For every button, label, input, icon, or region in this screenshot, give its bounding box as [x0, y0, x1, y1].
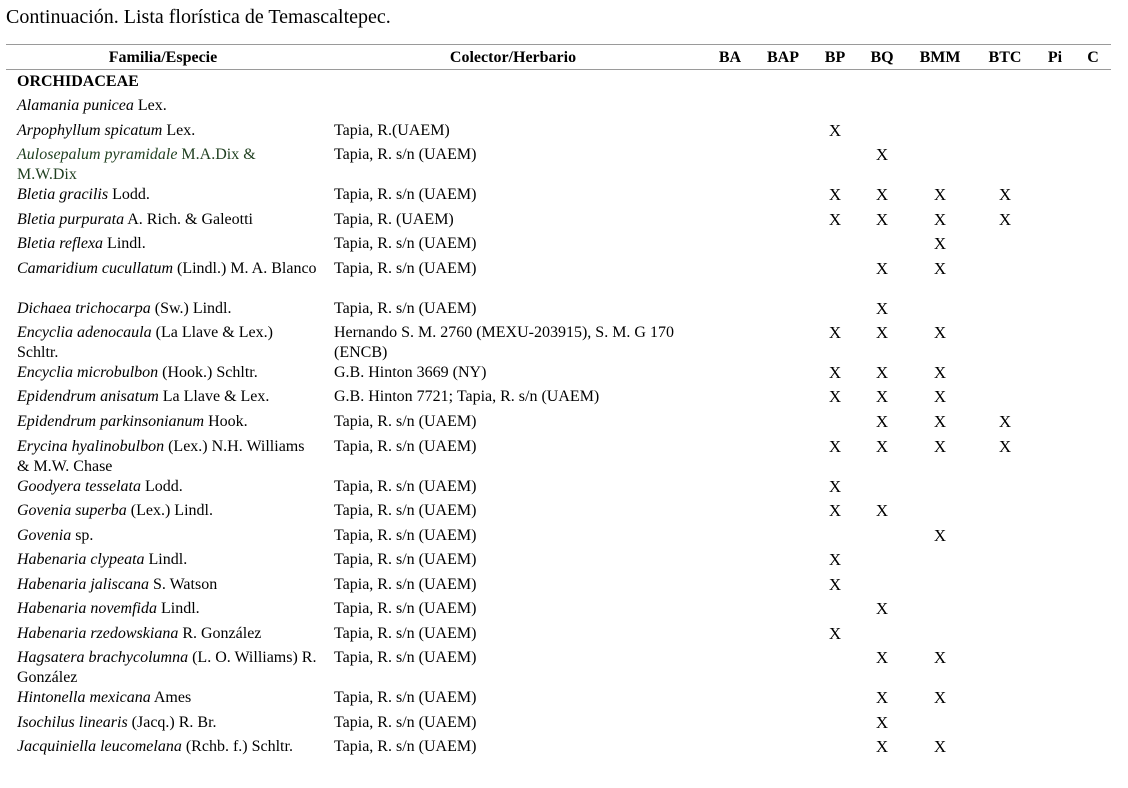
collector-cell: G.B. Hinton 7721; Tapia, R. s/n (UAEM) [334, 388, 600, 405]
species-cell [17, 145, 317, 185]
habitat-mark-bp: X [828, 210, 842, 229]
collector-cell: Hernando S. M. 2760 (MEXU-203915), S. M. G 170 (ENCB) [334, 324, 674, 361]
habitat-mark-bmm: X [933, 437, 947, 456]
species-name: Govenia [17, 527, 72, 544]
column-header-c: C [1087, 49, 1099, 66]
habitat-mark-bmm: X [933, 526, 947, 545]
column-header-bap: BAP [767, 49, 799, 66]
habitat-mark-btc: X [998, 210, 1012, 229]
habitat-mark-bq: X [875, 648, 889, 667]
habitat-mark-bp: X [828, 121, 842, 140]
habitat-mark-bmm: X [933, 737, 947, 756]
collector-cell: Tapia, R.(UAEM) [334, 122, 450, 139]
collector-cell: Tapia, R. s/n (UAEM) [334, 413, 477, 430]
species-author: Lex. [166, 122, 196, 139]
species-author: R. González [182, 625, 262, 642]
collector-cell: Tapia, R. s/n (UAEM) [334, 689, 477, 706]
column-header-species: Familia/Especie [108, 49, 218, 66]
habitat-mark-bq: X [875, 185, 889, 204]
species-name: Epidendrum parkinsonianum [17, 413, 205, 430]
habitat-mark-bq: X [875, 737, 889, 756]
habitat-mark-bq: X [875, 501, 889, 520]
habitat-mark-bq: X [875, 713, 889, 732]
species-name: Hintonella mexicana [17, 689, 151, 706]
species-cell [17, 96, 317, 116]
habitat-mark-bp: X [828, 501, 842, 520]
species-author: (Hook.) Schltr. [162, 364, 258, 381]
habitat-mark-bq: X [875, 145, 889, 164]
species-cell [17, 259, 317, 279]
habitat-mark-bq: X [875, 299, 889, 318]
species-cell [17, 599, 317, 619]
habitat-mark-bp: X [828, 437, 842, 456]
species-cell [17, 299, 317, 319]
species-name: Arpophyllum spicatum [17, 122, 163, 139]
habitat-mark-bp: X [828, 624, 842, 643]
species-cell [17, 210, 317, 230]
habitat-mark-bmm: X [933, 648, 947, 667]
collector-cell: Tapia, R. s/n (UAEM) [334, 576, 477, 593]
habitat-mark-btc: X [998, 437, 1012, 456]
species-author: Lindl. [107, 235, 146, 252]
species-name: Habenaria rzedowskiana [17, 625, 179, 642]
species-author: (Lex.) N.H. Williams & M.W. Chase [17, 438, 305, 475]
habitat-mark-bp: X [828, 575, 842, 594]
species-cell [17, 713, 317, 733]
species-author: (Sw.) Lindl. [154, 300, 232, 317]
habitat-mark-bmm: X [933, 412, 947, 431]
species-name: Encyclia adenocaula [17, 324, 152, 341]
species-author: La Llave & Lex. [162, 388, 270, 405]
habitat-mark-bq: X [875, 437, 889, 456]
habitat-mark-bq: X [875, 210, 889, 229]
collector-cell: Tapia, R. s/n (UAEM) [334, 738, 477, 755]
species-name: Aulosepalum pyramidale [17, 146, 178, 163]
column-header-collector: Colector/Herbario [449, 49, 577, 66]
habitat-mark-bmm: X [933, 210, 947, 229]
collector-cell: Tapia, R. s/n (UAEM) [334, 527, 477, 544]
column-header-pi: Pi [1047, 49, 1063, 66]
collector-cell: Tapia, R. s/n (UAEM) [334, 714, 477, 731]
habitat-mark-bp: X [828, 363, 842, 382]
collector-cell: Tapia, R. s/n (UAEM) [334, 260, 477, 277]
habitat-mark-bp: X [828, 477, 842, 496]
species-cell [17, 412, 317, 432]
species-name: Bletia purpurata [17, 211, 125, 228]
habitat-mark-bq: X [875, 259, 889, 278]
species-name: Bletia reflexa [17, 235, 104, 252]
species-cell [17, 477, 317, 497]
species-author: S. Watson [153, 576, 218, 593]
habitat-mark-bq: X [875, 688, 889, 707]
column-header-btc: BTC [988, 49, 1022, 66]
species-author: Lindl. [160, 600, 200, 617]
habitat-mark-bmm: X [933, 323, 947, 342]
species-name: Isochilus linearis [17, 714, 128, 731]
species-cell [17, 526, 317, 546]
habitat-mark-bmm: X [933, 234, 947, 253]
habitat-mark-bq: X [875, 387, 889, 406]
species-cell [17, 688, 317, 708]
habitat-mark-bmm: X [933, 688, 947, 707]
species-cell [17, 363, 317, 383]
species-cell [17, 648, 317, 688]
habitat-mark-btc: X [998, 185, 1012, 204]
collector-cell: Tapia, R. s/n (UAEM) [334, 235, 477, 252]
species-author: Hook. [208, 413, 248, 430]
habitat-mark-bmm: X [933, 387, 947, 406]
species-name: Jacquiniella leucomelana [17, 738, 182, 755]
species-author: A. Rich. & Galeotti [127, 211, 253, 228]
collector-cell: Tapia, R. s/n (UAEM) [334, 438, 477, 455]
habitat-mark-bmm: X [933, 363, 947, 382]
column-header-ba: BA [718, 49, 742, 66]
species-author: (Jacq.) R. Br. [131, 714, 217, 731]
species-cell [17, 437, 317, 477]
species-author: Ames [153, 689, 192, 706]
species-name: Erycina hyalinobulbon [17, 438, 165, 455]
species-author: (La Llave & Lex.) Schltr. [17, 324, 273, 361]
species-cell [17, 234, 317, 254]
collector-cell: Tapia, R. (UAEM) [334, 211, 454, 228]
species-author: Lex. [137, 97, 167, 114]
species-author: (Lex.) Lindl. [130, 502, 213, 519]
habitat-mark-bp: X [828, 323, 842, 342]
species-author: Lodd. [144, 478, 183, 495]
species-cell [17, 550, 317, 570]
species-cell [17, 387, 317, 407]
species-cell [17, 501, 317, 521]
species-author: Lodd. [112, 186, 150, 203]
habitat-mark-bq: X [875, 363, 889, 382]
collector-cell: Tapia, R. s/n (UAEM) [334, 478, 477, 495]
species-name: Goodyera tesselata [17, 478, 141, 495]
collector-cell: Tapia, R. s/n (UAEM) [334, 146, 477, 163]
species-name: Alamania punicea [17, 97, 134, 114]
habitat-mark-bp: X [828, 185, 842, 204]
habitat-mark-bmm: X [933, 259, 947, 278]
habitat-mark-bq: X [875, 412, 889, 431]
species-name: Govenia superba [17, 502, 127, 519]
species-cell [17, 737, 317, 757]
column-header-bq: BQ [870, 49, 894, 66]
column-header-bp: BP [824, 49, 846, 66]
species-cell [17, 575, 317, 595]
habitat-mark-bq: X [875, 323, 889, 342]
habitat-mark-bp: X [828, 550, 842, 569]
species-author: (Rchb. f.) Schltr. [185, 738, 293, 755]
species-cell [17, 323, 317, 363]
species-name: Hagsatera brachycolumna [17, 649, 189, 666]
column-header-bmm: BMM [919, 49, 961, 66]
habitat-mark-btc: X [998, 412, 1012, 431]
species-author: (Lindl.) M. A. Blanco [177, 260, 317, 277]
species-author: Lindl. [148, 551, 188, 568]
species-name: Dichaea trichocarpa [17, 300, 151, 317]
collector-cell: Tapia, R. s/n (UAEM) [334, 300, 477, 317]
family-heading: ORCHIDACEAE [17, 73, 139, 90]
species-name: Habenaria novemfida [17, 600, 157, 617]
habitat-mark-bmm: X [933, 185, 947, 204]
species-author: sp. [75, 527, 94, 544]
collector-cell: Tapia, R. s/n (UAEM) [334, 502, 477, 519]
habitat-mark-bq: X [875, 599, 889, 618]
collector-cell: Tapia, R. s/n (UAEM) [334, 600, 477, 617]
species-name: Encyclia microbulbon [17, 364, 159, 381]
collector-cell: Tapia, R. s/n (UAEM) [334, 551, 477, 568]
species-name: Camaridium cucullatum [17, 260, 173, 277]
collector-cell: Tapia, R. s/n (UAEM) [334, 649, 477, 666]
species-name: Habenaria clypeata [17, 551, 145, 568]
species-cell [17, 121, 317, 141]
species-name: Bletia gracilis [17, 186, 109, 203]
collector-cell: G.B. Hinton 3669 (NY) [334, 364, 487, 381]
page-title: Continuación. Lista florística de Temascaltepec. [6, 6, 391, 28]
species-author: M.A.Dix & M.W.Dix [17, 146, 256, 183]
species-cell [17, 185, 317, 205]
species-name: Habenaria jaliscana [17, 576, 149, 593]
collector-cell: Tapia, R. s/n (UAEM) [334, 625, 477, 642]
species-cell [17, 624, 317, 644]
collector-cell: Tapia, R. s/n (UAEM) [334, 186, 477, 203]
species-name: Epidendrum anisatum [17, 388, 159, 405]
habitat-mark-bp: X [828, 387, 842, 406]
species-author: (L. O. Williams) R. González [17, 649, 317, 686]
